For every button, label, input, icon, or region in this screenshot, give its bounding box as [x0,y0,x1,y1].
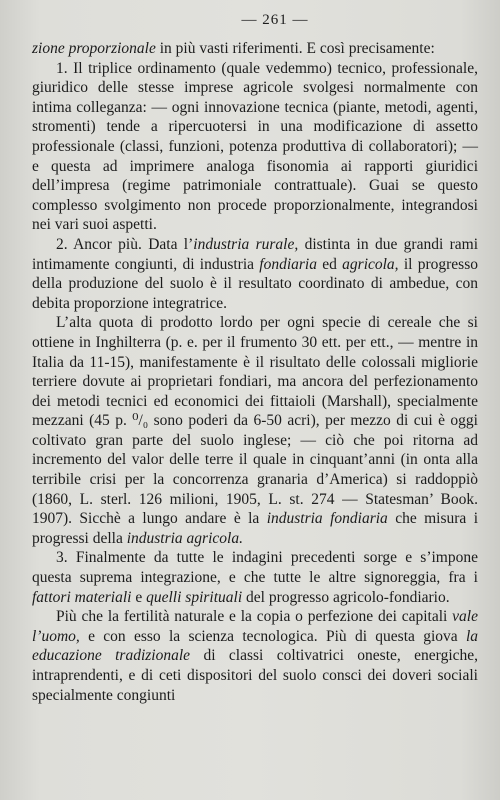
text-segment: il progresso della produzione del suolo è il resultato coordinato di ambedue, con debita proporzione integratrice. [32,255,478,312]
italic-text-segment: agricola, [342,255,399,273]
italic-text-segment: fattori materiali [32,588,132,606]
paragraph-2 [32,235,478,313]
paragraph-4 [32,548,478,607]
text-segment: in più vasti riferimenti. E così precisamente: [155,40,435,57]
italic-text-segment: la educazione tradizionale [32,627,478,665]
text-segment: di classi coltivatrici oneste, energiche, intraprendenti, e di ceti dispositori del suolo consci dei doveri sociali specialmente congiunti [32,647,479,704]
text-segment: ed [316,255,343,273]
italic-text-segment: industria agricola. [126,529,243,547]
text-segment: che misura i progressi della [32,510,478,547]
text-segment: e [131,588,147,606]
italic-text-segment: industria rurale, [193,235,299,253]
italic-text-segment: zione proporzionale [32,40,156,57]
italic-text-segment: vale l’uomo, [32,608,478,645]
text-segment: 3. Finalmente da tutte le indagini precedenti sorge e s’impone questa suprema integrazione, e che tutte le altre signoreggia, fra i [32,549,478,587]
page-number: — 261 — [241,12,309,28]
paragraph-continuation [32,39,478,59]
text-segment: L’alta quota di prodotto lordo per ogni specie di cereale che si ottiene in Inghilterra (p. e. per il frumento 30 ett. per ett., — mentre in Italia da 11-15), manifestamente è il risultato delle colossali migliorie terriere dovute ai proprietari fondiari, ma ancora del perfezionamento dei metodi tecnici ed economici dei fittaioli (Marshall), specialmente mezzani (45 p. ⁰/₀ sono poderi da 6-50 acri), per mezzo di cui è oggi coltivato gran parte del suolo inglese; — ciò che poi ritorna ad incremento del valor delle terre il quale in cinquant’anni (in onta alla terribile crisi per la concorrenza granaria d’America) si raddoppiò (1860, L. sterl. 126 milioni, 1905, L. st. 274 — Statesman’ Book. 1907). Sicchè a lungo andare è la [32,314,478,528]
text-segment: distinta in due grandi rami intimamente congiunti, di industria [32,235,479,273]
italic-text-segment: fondiaria [259,255,317,273]
text-segment: e con esso la scienza tecnologica. Più di questa giova [79,627,466,645]
italic-text-segment: quelli spirituali [146,588,243,606]
paragraph-5 [32,607,478,705]
italic-text-segment: industria fondiaria [266,510,388,528]
text-segment: del progresso agricolo-fondiario. [242,588,450,606]
text-segment: Più che la fertilità naturale e la copia o perfezione dei capitali [56,608,453,626]
body-text [32,39,478,705]
paragraph-3 [32,313,478,548]
text-segment: 2. Ancor più. Data l’ [56,235,194,253]
text-segment: 1. Il triplice ordinamento (quale vedemmo) tecnico, professionale, giuridico delle stesse imprese agricole svolgesi normalmente con intima colleganza: — ogni innovazione tecnica (piante, metodi, agenti, stromenti) tende a ripercuotersi in una modificazione di assetto professionale (classi, funzioni, potenza produttiva di collaboratori); — e questa ad imprimere analoga fisonomia ai rapporti giuridici dell’impresa (regime patrimoniale contrattuale). Guai se questo complesso svolgimento non procede proporzionalmente, integrandosi nei vari suoi aspetti. [32,59,478,234]
paragraph-1 [32,59,478,235]
